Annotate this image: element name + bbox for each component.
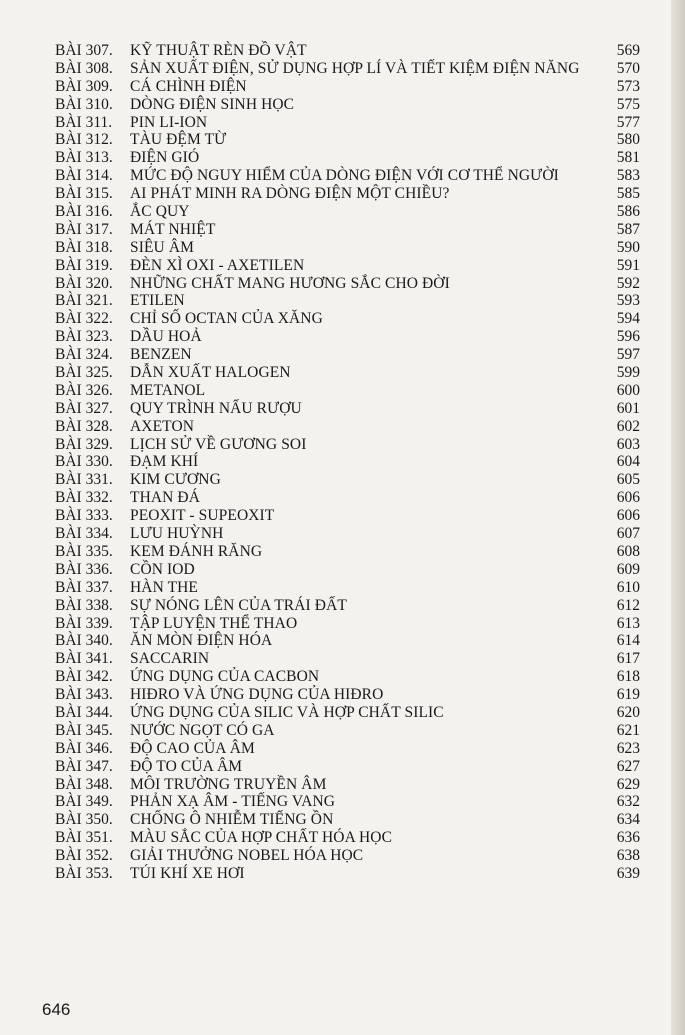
toc-entry-title: QUY TRÌNH NẤU RƯỢU <box>130 399 302 417</box>
toc-entry-number: BÀI 335. <box>55 542 113 560</box>
toc-entry-page: 573 <box>616 77 640 95</box>
toc-entry-page: 639 <box>616 864 640 882</box>
toc-entry-page: 583 <box>616 167 640 185</box>
toc-entry-number: BÀI 329. <box>55 435 113 453</box>
toc-entry-title: TẬP LUYỆN THỂ THAO <box>130 614 298 632</box>
toc-entry-title: HÀN THE <box>130 578 199 596</box>
toc-entry-page: 601 <box>616 399 640 417</box>
toc-entry-number: BÀI 307. <box>55 42 113 59</box>
toc-entry <box>55 131 640 149</box>
toc-entry <box>55 239 640 257</box>
toc-entry <box>55 829 640 847</box>
toc-entry <box>55 525 640 543</box>
toc-entry-title: KEM ĐÁNH RĂNG <box>130 542 263 560</box>
toc-entry <box>55 167 640 185</box>
toc-entry-title: ĐIỆN GIÓ <box>130 149 200 167</box>
toc-entry <box>55 364 640 382</box>
toc-entry-page: 586 <box>616 203 640 221</box>
toc-entry <box>55 686 640 704</box>
toc-entry-page: 577 <box>616 113 640 131</box>
toc-entry-title: MÀU SẮC CỦA HỢP CHẤT HÓA HỌC <box>130 829 393 847</box>
toc-entry-page: 585 <box>616 185 640 203</box>
toc-entry-page: 590 <box>616 238 640 256</box>
toc-entry-title: TÚI KHÍ XE HƠI <box>130 864 245 882</box>
toc-entry-title: LỊCH SỬ VỀ GƯƠNG SOI <box>130 435 307 453</box>
toc-entry <box>55 96 640 114</box>
toc-entry <box>55 811 640 829</box>
toc-entry-title: TÀU ĐỆM TỪ <box>130 131 227 149</box>
toc-entry-number: BÀI 352. <box>55 847 113 865</box>
toc-entry <box>55 793 640 811</box>
toc-entry <box>55 78 640 96</box>
toc-entry-number: BÀI 308. <box>55 59 113 77</box>
toc-entry-number: BÀI 318. <box>55 238 113 256</box>
toc-entry-page: 629 <box>616 775 640 793</box>
toc-entry-page: 605 <box>616 471 640 489</box>
toc-entry-page: 632 <box>616 793 640 811</box>
toc-entry <box>55 489 640 507</box>
toc-entry-title: GIẢI THƯỞNG NOBEL HÓA HỌC <box>130 847 364 865</box>
toc-entry-number: BÀI 350. <box>55 811 113 829</box>
toc-entry <box>55 400 640 418</box>
toc-entry-page: 602 <box>616 417 640 435</box>
toc-entry-page: 593 <box>616 292 640 310</box>
toc-entry-title: SACCARIN <box>130 650 210 668</box>
toc-entry-page: 618 <box>616 668 640 686</box>
toc-entry-title: SIÊU ÂM <box>130 238 194 256</box>
toc-entry <box>55 42 640 60</box>
toc-entry <box>55 292 640 310</box>
toc-entry-title: PIN LI-ION <box>130 113 208 131</box>
toc-entry-number: BÀI 332. <box>55 489 113 507</box>
toc-entry <box>55 704 640 722</box>
toc-entry-number: BÀI 324. <box>55 346 113 364</box>
toc-entry-page: 620 <box>616 703 640 721</box>
toc-entry-title: ĐỘ CAO CỦA ÂM <box>130 739 255 757</box>
toc-entry-page: 609 <box>616 560 640 578</box>
toc-entry <box>55 418 640 436</box>
toc-entry <box>55 203 640 221</box>
toc-entry-number: BÀI 331. <box>55 471 113 489</box>
toc-entry <box>55 310 640 328</box>
toc-entry-page: 617 <box>616 650 640 668</box>
toc-entry-page: 569 <box>616 42 640 59</box>
toc-entry-title: NƯỚC NGỌT CÓ GA <box>130 721 275 739</box>
toc-entry <box>55 615 640 633</box>
toc-entry-title: HIĐRO VÀ ỨNG DỤNG CỦA HIĐRO <box>130 686 384 704</box>
toc-entry-title: CỒN IOD <box>130 560 195 578</box>
toc-entry-page: 610 <box>616 578 640 596</box>
toc-entry <box>55 257 640 275</box>
toc-entry-title: CHỈ SỐ OCTAN CỦA XĂNG <box>130 310 323 328</box>
toc-entry <box>55 149 640 167</box>
toc-entry-page: 604 <box>616 453 640 471</box>
toc-entry <box>55 847 640 865</box>
toc-entry-title: SẢN XUẤT ĐIỆN, SỬ DỤNG HỢP LÍ VÀ TIẾT KIỆM ĐIỆN NĂNG <box>130 59 580 77</box>
toc-entry-page: 581 <box>616 149 640 167</box>
toc-entry <box>55 632 640 650</box>
toc-entry-number: BÀI 315. <box>55 185 113 203</box>
toc-entry-title: KỸ THUẬT RÈN ĐỒ VẬT <box>130 42 307 59</box>
toc-entry-number: BÀI 326. <box>55 381 113 399</box>
toc-entry-title: MỨC ĐỘ NGUY HIỂM CỦA DÒNG ĐIỆN VỚI CƠ THỂ NGƯỜI <box>130 167 559 185</box>
toc-entry-number: BÀI 346. <box>55 739 113 757</box>
toc-entry-title: THAN ĐÁ <box>130 489 201 507</box>
page-edge <box>671 0 685 1035</box>
toc-entry <box>55 668 640 686</box>
toc-entry-number: BÀI 345. <box>55 721 113 739</box>
toc-entry-title: NHỮNG CHẤT MANG HƯƠNG SẮC CHO ĐỜI <box>130 274 450 292</box>
toc-entry-number: BÀI 320. <box>55 274 113 292</box>
toc-entry-page: 627 <box>616 757 640 775</box>
toc-entry-title: DÒNG ĐIỆN SINH HỌC <box>130 95 295 113</box>
toc-entry <box>55 776 640 794</box>
toc-entry <box>55 650 640 668</box>
toc-entry-number: BÀI 333. <box>55 507 113 525</box>
toc-entry-title: KIM CƯƠNG <box>130 471 221 489</box>
toc-entry-page: 591 <box>616 256 640 274</box>
toc-entry-title: METANOL <box>130 381 206 399</box>
toc-entry-number: BÀI 334. <box>55 525 113 543</box>
toc-entry-page: 608 <box>616 542 640 560</box>
toc-entry <box>55 579 640 597</box>
toc-entry <box>55 275 640 293</box>
toc-entry <box>55 60 640 78</box>
toc-entry-page: 603 <box>616 435 640 453</box>
toc-entry-title: MÔI TRƯỜNG TRUYỀN ÂM <box>130 775 327 793</box>
toc-entry <box>55 453 640 471</box>
toc-entry <box>55 221 640 239</box>
toc-entry-page: 613 <box>616 614 640 632</box>
toc-entry <box>55 436 640 454</box>
toc-entry-number: BÀI 311. <box>55 113 113 131</box>
toc-entry-number: BÀI 349. <box>55 793 113 811</box>
toc-entry-page: 587 <box>616 220 640 238</box>
toc-entry-title: ĐÈN XÌ OXI - AXETILEN <box>130 256 305 274</box>
toc-entry-page: 623 <box>616 739 640 757</box>
toc-entry-number: BÀI 330. <box>55 453 113 471</box>
toc-entry-title: AXETON <box>130 417 195 435</box>
toc-entry-title: LƯU HUỲNH <box>130 525 224 543</box>
toc-entry-title: ĂN MÒN ĐIỆN HÓA <box>130 632 273 650</box>
toc-entry-number: BÀI 343. <box>55 686 113 704</box>
toc-entry-page: 614 <box>616 632 640 650</box>
toc-entry <box>55 865 640 883</box>
toc-entry-page: 612 <box>616 596 640 614</box>
toc-entry-number: BÀI 341. <box>55 650 113 668</box>
toc-entry-number: BÀI 353. <box>55 864 113 882</box>
toc-entry-number: BÀI 316. <box>55 203 113 221</box>
toc-entry-title: PHẢN XẠ ÂM - TIẾNG VANG <box>130 793 336 811</box>
toc-entry-number: BÀI 338. <box>55 596 113 614</box>
toc-entry-number: BÀI 347. <box>55 757 113 775</box>
toc-entry-number: BÀI 327. <box>55 399 113 417</box>
toc-entry <box>55 185 640 203</box>
toc-entry-number: BÀI 313. <box>55 149 113 167</box>
toc-entry-page: 580 <box>616 131 640 149</box>
toc-entry <box>55 561 640 579</box>
toc-entry-page: 597 <box>616 346 640 364</box>
toc-entry-number: BÀI 317. <box>55 220 113 238</box>
toc-entry-number: BÀI 342. <box>55 668 113 686</box>
toc-entry-number: BÀI 351. <box>55 829 113 847</box>
toc-entry <box>55 758 640 776</box>
toc-entry-number: BÀI 314. <box>55 167 113 185</box>
toc-entry-number: BÀI 348. <box>55 775 113 793</box>
toc-entry-page: 570 <box>616 59 640 77</box>
toc-entry-number: BÀI 323. <box>55 328 113 346</box>
toc-entry-title: PEOXIT - SUPEOXIT <box>130 507 275 525</box>
toc-entry <box>55 328 640 346</box>
toc-entry-title: ETILEN <box>130 292 185 310</box>
toc-entry-page: 621 <box>616 721 640 739</box>
toc-entry-title: ỨNG DỤNG CỦA CACBON <box>130 668 320 686</box>
toc-entry-page: 596 <box>616 328 640 346</box>
toc-entry-title: DẪN XUẤT HALOGEN <box>130 364 291 382</box>
toc-entry-title: ĐẠM KHÍ <box>130 453 199 471</box>
toc-entry-title: ỨNG DỤNG CỦA SILIC VÀ HỢP CHẤT SILIC <box>130 703 444 721</box>
toc-entry-page: 636 <box>616 829 640 847</box>
toc-entry-number: BÀI 340. <box>55 632 113 650</box>
toc-entry-title: CHỐNG Ô NHIỄM TIẾNG ỒN <box>130 811 334 829</box>
toc-entry <box>55 740 640 758</box>
toc-entry <box>55 346 640 364</box>
toc-entry-title: BENZEN <box>130 346 192 364</box>
toc-entry <box>55 507 640 525</box>
toc-entry <box>55 722 640 740</box>
toc-entry <box>55 597 640 615</box>
toc-entry-title: ẮC QUY <box>130 203 190 221</box>
toc-entry-number: BÀI 321. <box>55 292 113 310</box>
toc-entry-page: 599 <box>616 364 640 382</box>
toc-entry-title: AI PHÁT MINH RA DÒNG ĐIỆN MỘT CHIỀU? <box>130 185 450 203</box>
toc-entry-page: 638 <box>616 847 640 865</box>
toc-entry-number: BÀI 322. <box>55 310 113 328</box>
toc-entry-number: BÀI 319. <box>55 256 113 274</box>
toc-entry-number: BÀI 309. <box>55 77 113 95</box>
toc-entry-title: SỰ NÓNG LÊN CỦA TRÁI ĐẤT <box>130 596 347 614</box>
toc-entry-title: CÁ CHÌNH ĐIỆN <box>130 77 247 95</box>
toc-entry-page: 594 <box>616 310 640 328</box>
toc-entry-page: 619 <box>616 686 640 704</box>
toc-entry <box>55 471 640 489</box>
toc-entry-number: BÀI 339. <box>55 614 113 632</box>
toc-entry <box>55 382 640 400</box>
toc-entry-page: 600 <box>616 381 640 399</box>
toc-entry-number: BÀI 344. <box>55 703 113 721</box>
toc-entry <box>55 114 640 132</box>
toc-entry-page: 634 <box>616 811 640 829</box>
toc-entry-title: ĐỘ TO CỦA ÂM <box>130 757 243 775</box>
toc-entry-number: BÀI 337. <box>55 578 113 596</box>
toc-entry-number: BÀI 325. <box>55 364 113 382</box>
toc-entry-title: DẦU HOẢ <box>130 328 202 346</box>
table-of-contents <box>55 42 640 883</box>
toc-entry-number: BÀI 328. <box>55 417 113 435</box>
toc-entry-page: 606 <box>616 507 640 525</box>
toc-entry-page: 575 <box>616 95 640 113</box>
toc-entry-page: 607 <box>616 525 640 543</box>
toc-entry-number: BÀI 312. <box>55 131 113 149</box>
toc-entry-page: 592 <box>616 274 640 292</box>
toc-entry-title: MÁT NHIỆT <box>130 220 216 238</box>
toc-entry <box>55 543 640 561</box>
toc-entry-page: 606 <box>616 489 640 507</box>
toc-entry-number: BÀI 310. <box>55 95 113 113</box>
toc-entry-number: BÀI 336. <box>55 560 113 578</box>
page-number: 646 <box>42 1000 71 1019</box>
